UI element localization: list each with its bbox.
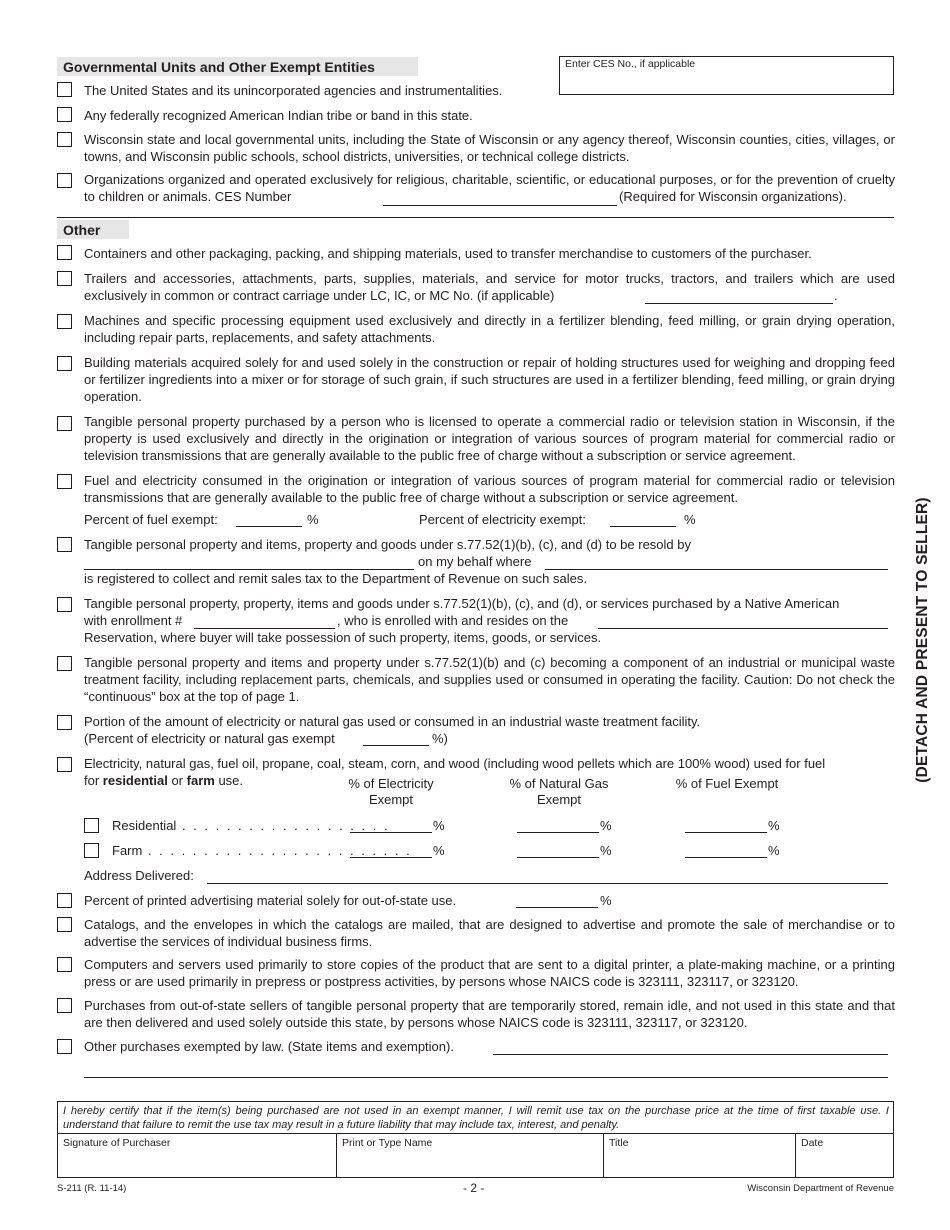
- checkbox-tribe[interactable]: [57, 107, 72, 122]
- other-purchases-field-1[interactable]: [493, 1054, 888, 1055]
- checkbox-resold[interactable]: [57, 537, 72, 552]
- other-trailers: [84, 270, 895, 304]
- other-containers: Containers and other packaging, packing, and shipping materials, used to transfer merchandise to customers of the purchaser.: [84, 246, 812, 261]
- other-native-3: Reservation, where buyer will take possession of such property, items, goods, or services.: [84, 630, 602, 645]
- footer-agency: Wisconsin Department of Revenue: [747, 1183, 894, 1194]
- other-resold-1: Tangible personal property and items, property and goods under s.77.52(1)(b), (c), and (d) to be resold by: [84, 537, 692, 552]
- checkbox-us-agencies[interactable]: [57, 82, 72, 97]
- printed-adv-pct-field[interactable]: [516, 907, 598, 908]
- other-native-2a: with enrollment #: [84, 613, 183, 628]
- other-native-2b: , who is enrolled with and resides on the: [337, 613, 569, 628]
- resfarm-use: use.: [218, 773, 244, 788]
- checkbox-radio[interactable]: [57, 416, 72, 431]
- other-resfarm-2: [84, 772, 243, 789]
- signature-label: Signature of Purchaser: [63, 1137, 171, 1149]
- print-name-label: Print or Type Name: [342, 1137, 433, 1149]
- checkbox-residential-farm[interactable]: [57, 757, 72, 772]
- row-farm-dots: . . . . . . . . . . . . . . . . . . . . . . . .: [142, 843, 412, 858]
- row-residential-dots: . . . . . . . . . . . . . . . . . . .: [176, 818, 390, 833]
- ces-number-box[interactable]: [559, 56, 894, 95]
- col-head-fuel: % of Fuel Exempt: [675, 776, 779, 791]
- other-fuel-radio: Fuel and electricity consumed in the origination or integration of various sources of program material for commercial radio or television transmissions that are generally available to the public free of charge without a subscription or service agreement.: [84, 473, 895, 505]
- footer-form-id: S-211 (R. 11-14): [57, 1183, 127, 1194]
- farm-fuel-pct: %: [768, 843, 780, 858]
- title-field[interactable]: [603, 1134, 795, 1178]
- checkbox-machines[interactable]: [57, 314, 72, 329]
- certification-fields: [58, 1133, 893, 1178]
- address-delivered-label: Address Delivered:: [84, 868, 194, 883]
- farm-elec-pct: %: [433, 843, 445, 858]
- resfarm-residential: residential: [102, 773, 168, 788]
- checkbox-farm[interactable]: [84, 843, 99, 858]
- gov-item-org-text: Organizations organized and operated exclusively for religious, charitable, scientific, or educational purposes, or for the prevention of cruelty to children or animals. CES Number: [84, 172, 895, 204]
- other-portion-2a: (Percent of electricity or natural gas exempt: [84, 731, 335, 746]
- ces-number-label: Enter CES No., if applicable: [565, 58, 696, 70]
- other-out-of-state: Purchases from out-of-state sellers of tangible personal property that are temporarily stored, remain idle, and not used in this state and that are then delivered and used solely outside this state, by persons whose NAICS code is 323111, 323117, or 323120.: [84, 998, 895, 1030]
- other-other-purchases: Other purchases exempted by law. (State items and exemption).: [84, 1039, 454, 1054]
- farm-gas-field[interactable]: [517, 857, 599, 858]
- checkbox-building[interactable]: [57, 356, 72, 371]
- other-purchases-field-2[interactable]: [84, 1077, 888, 1078]
- col-head-electricity: % of Electricity Exempt: [348, 776, 434, 807]
- checkbox-containers[interactable]: [57, 245, 72, 260]
- side-label-text: (DETACH AND PRESENT TO SELLER): [914, 497, 931, 783]
- address-delivered-field[interactable]: [207, 883, 888, 884]
- gov-item-us: The United States and its unincorporated agencies and instrumentalities.: [84, 83, 503, 98]
- checkbox-waste-treatment[interactable]: [57, 656, 72, 671]
- other-computers: Computers and servers used primarily to store copies of the product that are sent to a digital printer, a plate-making machine, or a printing press or are used primarily in prepress or postpress activities, by persons whose NAICS code is 323111, 323117, or 323120.: [84, 957, 895, 989]
- col-head-natural-gas: % of Natural Gas Exempt: [509, 776, 609, 807]
- row-residential-text: Residential: [112, 818, 177, 833]
- print-name-field[interactable]: [336, 1134, 603, 1178]
- portion-pct-field[interactable]: [363, 745, 429, 746]
- other-native-1: Tangible personal property, property, items and goods under s.77.52(1)(b), (c), and (d), or services purchased by a Native American: [84, 596, 840, 611]
- resfarm-or: or: [171, 773, 184, 788]
- residential-gas-pct: %: [600, 818, 612, 833]
- residential-fuel-field[interactable]: [685, 832, 767, 833]
- certification-box: [57, 1101, 894, 1178]
- date-field[interactable]: [795, 1134, 893, 1178]
- row-residential-label: [112, 817, 390, 834]
- printed-adv-pct: %: [600, 893, 612, 908]
- gov-item-wi: Wisconsin state and local governmental units, including the State of Wisconsin or any agency thereof, Wisconsin counties, cities, villages, or towns, and Wisconsin public schools, school districts, universities, or technical college districts.: [84, 132, 895, 164]
- pct-elec-field[interactable]: [610, 526, 676, 527]
- date-label: Date: [801, 1137, 824, 1149]
- other-printed-adv: Percent of printed advertising material solely for out-of-state use.: [84, 893, 457, 908]
- checkbox-trailers[interactable]: [57, 271, 72, 286]
- checkbox-printed-advertising[interactable]: [57, 893, 72, 908]
- title-label: Title: [609, 1137, 629, 1149]
- other-waste: Tangible personal property and items and property under s.77.52(1)(b) and (c) becoming a component of an industrial or municipal waste treatment facility, including replacement parts, chemicals, and supplies used or consumed in operating the facility. Caution: Do not check the “continuous” box at the top of page 1.: [84, 655, 895, 704]
- row-farm-text: Farm: [112, 843, 143, 858]
- org-ces-number-field[interactable]: [383, 205, 617, 206]
- pct-fuel-symbol: %: [307, 512, 319, 527]
- reservation-field[interactable]: [598, 628, 888, 629]
- other-resfarm-1: Electricity, natural gas, fuel oil, propane, coal, steam, corn, and wood (including wood pellets which are 100% wood) used for fuel: [84, 756, 826, 771]
- pct-fuel-label: Percent of fuel exempt:: [84, 512, 218, 527]
- residential-gas-field[interactable]: [517, 832, 599, 833]
- other-radio: Tangible personal property purchased by a person who is licensed to operate a commercial radio or television station in Wisconsin, if the property is used exclusively and directly in the origination or integration of various sources of program material for commercial radio or television transmissions that are generally available to the public free of charge without a subscription or service agreement.: [84, 414, 895, 463]
- other-trailers-text: Trailers and accessories, attachments, parts, supplies, materials, and service for motor trucks, tractors, and trailers which are used exclusively in common or contract carriage under LC, IC, or MC No. (if applicable): [84, 271, 895, 303]
- org-required-note: (Required for Wisconsin organizations).: [619, 189, 847, 204]
- checkbox-catalogs[interactable]: [57, 917, 72, 932]
- gov-item-tribe: Any federally recognized American Indian tribe or band in this state.: [84, 108, 473, 123]
- other-portion-1: Portion of the amount of electricity or natural gas used or consumed in an industrial waste treatment facility.: [84, 714, 701, 729]
- checkbox-residential[interactable]: [84, 818, 99, 833]
- trailers-period: .: [834, 288, 838, 303]
- other-machines: Machines and specific processing equipment used exclusively and directly in a fertilizer blending, feed milling, or grain drying operation, including repair parts, replacements, and safety attachments.: [84, 313, 895, 345]
- farm-gas-pct: %: [600, 843, 612, 858]
- other-resold-2: on my behalf where: [418, 554, 532, 569]
- farm-fuel-field[interactable]: [685, 857, 767, 858]
- checkbox-computers[interactable]: [57, 957, 72, 972]
- resfarm-for: for: [84, 773, 100, 788]
- farm-elec-field[interactable]: [350, 857, 432, 858]
- other-portion-2b: %): [432, 731, 448, 746]
- checkbox-other-purchases[interactable]: [57, 1039, 72, 1054]
- pct-fuel-field[interactable]: [236, 526, 302, 527]
- other-building: Building materials acquired solely for and used solely in the construction or repair of holding structures used for weighing and dropping feed or fertilizer ingredients into a mixer or for storage of such grain, if such structures are used in a fertilizer blending, feed milling, or grain drying operation.: [84, 355, 895, 404]
- trailers-number-field[interactable]: [645, 303, 833, 304]
- pct-elec-symbol: %: [684, 512, 696, 527]
- checkbox-out-of-state[interactable]: [57, 998, 72, 1013]
- other-section-heading: Other: [57, 220, 129, 239]
- checkbox-native-american[interactable]: [57, 597, 72, 612]
- resold-behalf-field[interactable]: [545, 569, 888, 570]
- checkbox-organizations[interactable]: [57, 173, 72, 188]
- pct-elec-label: Percent of electricity exempt:: [419, 512, 586, 527]
- residential-fuel-pct: %: [768, 818, 780, 833]
- certification-text: I hereby certify that if the item(s) being purchased are not used in an exempt manner, I will remit use tax on the purchase price at the time of first taxable use. I understand that failure to remit the use tax may result in a future liability that may include tax, interest, and penalty.: [63, 1105, 889, 1131]
- divider-gov-other: [57, 217, 894, 218]
- checkbox-wi-gov-units[interactable]: [57, 132, 72, 147]
- gov-section-heading: Governmental Units and Other Exempt Entities: [57, 57, 418, 76]
- checkbox-fuel-radio[interactable]: [57, 474, 72, 489]
- residential-elec-pct: %: [433, 818, 445, 833]
- other-resold-3: is registered to collect and remit sales tax to the Department of Revenue on such sales.: [84, 571, 587, 586]
- other-catalogs: Catalogs, and the envelopes in which the catalogs are mailed, that are designed to advertise and promote the sale of merchandise or to advertise the services of individual business firms.: [84, 917, 895, 949]
- resfarm-farm: farm: [186, 773, 215, 788]
- signature-field[interactable]: [58, 1134, 336, 1178]
- footer-page-number: - 2 -: [463, 1181, 485, 1195]
- residential-elec-field[interactable]: [350, 832, 432, 833]
- checkbox-portion-electricity[interactable]: [57, 715, 72, 730]
